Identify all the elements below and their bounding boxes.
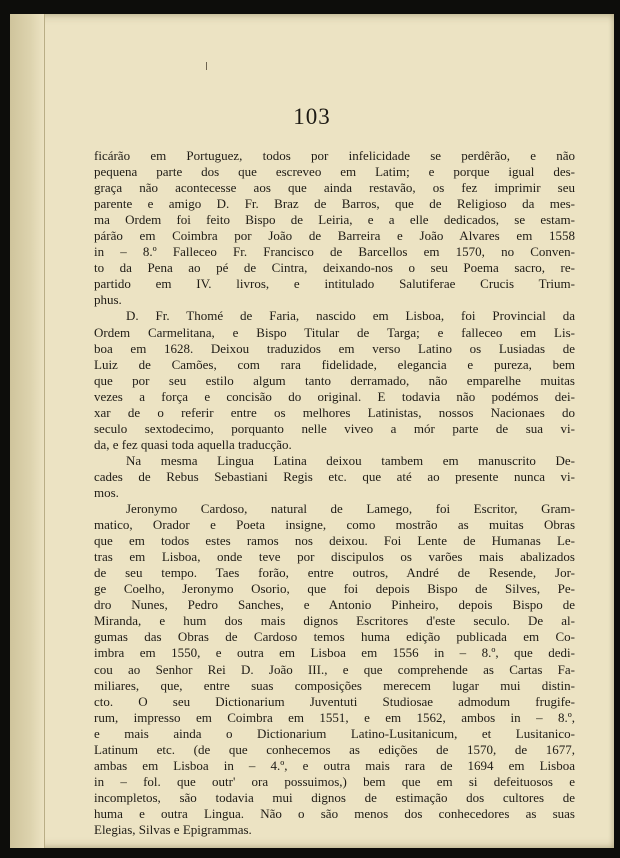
text-line: vezes a força e concisão do original. E todavia não podémos dei- bbox=[94, 388, 575, 404]
text-line: Latinum etc. (de que conhecemos as edições de 1570, de 1677, bbox=[94, 741, 575, 757]
text-line: cto. O seu Dictionarium Juventuti Studiosae admodum frugife- bbox=[94, 693, 575, 709]
paragraph bbox=[94, 501, 575, 838]
text-line: pequena parte dos que escreveo em Latim; e porque igual des- bbox=[94, 164, 575, 180]
text-line: párão em Coimbra por João de Barreira e João Alvares em 1558 bbox=[94, 228, 575, 244]
text-line: parente e amigo D. Fr. Braz de Barros, que de Religioso da mes- bbox=[94, 196, 575, 212]
body-text bbox=[94, 148, 575, 838]
text-line: cades de Rebus Sebastiani Regis etc. que até ao presente nunca vi- bbox=[94, 468, 575, 484]
text-line: rum, impresso em Coimbra em 1551, e em 1562, ambos in – 8.º, bbox=[94, 709, 575, 725]
text-line: e mais ainda o Dictionarium Latino-Lusitanicum, et Lusitanico- bbox=[94, 725, 575, 741]
text-line: Elegias, Silvas e Epigrammas. bbox=[94, 821, 252, 837]
text-line: in – fol. que outr' ora possuimos,) bem que em si defeituosos e bbox=[94, 773, 575, 789]
text-line: graça não acontecesse aos que ainda restavão, os fez imprimir seu bbox=[94, 180, 575, 196]
book-page bbox=[10, 14, 614, 848]
page-gutter bbox=[10, 14, 45, 848]
text-line: da, e fez quasi toda aquella traducção. bbox=[94, 436, 292, 452]
text-line: partido em IV. livros, e intitulado Salutiferae Crucis Trium- bbox=[94, 276, 575, 292]
text-line: huma e outra Lingua. Não o são menos dos conhecedores as suas bbox=[94, 805, 575, 821]
text-line: ge Coelho, Jeronymo Osorio, que foi depois Bispo de Silves, Pe- bbox=[94, 581, 575, 597]
text-line: ficárão em Portuguez, todos por infelicidade se perdêrão, e não bbox=[94, 148, 575, 163]
text-line: seculo sextodecimo, porquanto nelle viveo a mór parte de sua vi- bbox=[94, 420, 575, 436]
text-line: gumas das Obras de Cardoso temos huma edição publicada em Co- bbox=[94, 629, 575, 645]
text-line: ambas em Lisboa in – 4.º, e outra mais rara de 1694 em Lisboa bbox=[94, 757, 575, 773]
ink-mark bbox=[206, 62, 207, 70]
text-line: de seu tempo. Taes forão, entre outros, André de Resende, Jor- bbox=[94, 565, 575, 581]
text-line: miliares, que, entre suas composições merecem lugar mui distin- bbox=[94, 677, 575, 693]
text-line: que em todos estes ramos nos deixou. Foi Lente de Humanas Le- bbox=[94, 533, 575, 549]
text-line: in – 8.º Falleceo Fr. Francisco de Barcellos em 1570, no Conven- bbox=[94, 244, 575, 260]
text-line: cou ao Senhor Rei D. João III., e que comprehende as Cartas Fa- bbox=[94, 661, 575, 677]
text-line: incompletos, são todavia mui dignos de estimação dos cultores de bbox=[94, 789, 575, 805]
text-line: dro Nunes, Pedro Sanches, e Antonio Pinheiro, depois Bispo de bbox=[94, 597, 575, 613]
page-number: 103 bbox=[293, 104, 331, 129]
paragraph bbox=[94, 148, 575, 308]
paragraph bbox=[94, 308, 575, 452]
text-line: Ordem Carmelitana, e Bispo Titular de Targa; e falleceo em Lis- bbox=[94, 324, 575, 340]
text-line: que por seu estilo algum tanto derramado, não emparelhe muitas bbox=[94, 372, 575, 388]
text-line: imbra em 1550, e outra em Lisboa em 1556 in – 8.º, que dedi- bbox=[94, 645, 575, 661]
text-line: to da Pena ao pé de Cintra, deixando-nos o seu Poema sacro, re- bbox=[94, 260, 575, 276]
paragraph bbox=[94, 453, 575, 501]
text-line: D. Fr. Thomé de Faria, nascido em Lisboa, foi Provincial da bbox=[126, 308, 575, 324]
text-line: ma Ordem foi feito Bispo de Leiria, e a elle dedicados, se estam- bbox=[94, 212, 575, 228]
text-line: Miranda, e hum dos mais dignos Escritores d'este seculo. De al- bbox=[94, 613, 575, 629]
text-line: boa em 1628. Deixou traduzidos em verso Latino os Lusiadas de bbox=[94, 340, 575, 356]
text-line: matico, Orador e Poeta insigne, como mostrão as muitas Obras bbox=[94, 517, 575, 533]
text-line: Na mesma Lingua Latina deixou tambem em manuscrito De- bbox=[126, 452, 575, 468]
text-line: tras em Lisboa, onde teve por discipulos os varões mais abalizados bbox=[94, 549, 575, 565]
text-line: xar de o referir entre os melhores Latinistas, nossos Nacionaes do bbox=[94, 404, 575, 420]
text-line: Luiz de Camões, com rara fidelidade, elegancia e pureza, bem bbox=[94, 356, 575, 372]
text-line: Jeronymo Cardoso, natural de Lamego, foi Escritor, Gram- bbox=[126, 501, 575, 517]
text-line: phus. bbox=[94, 292, 122, 308]
text-line: mos. bbox=[94, 484, 119, 500]
